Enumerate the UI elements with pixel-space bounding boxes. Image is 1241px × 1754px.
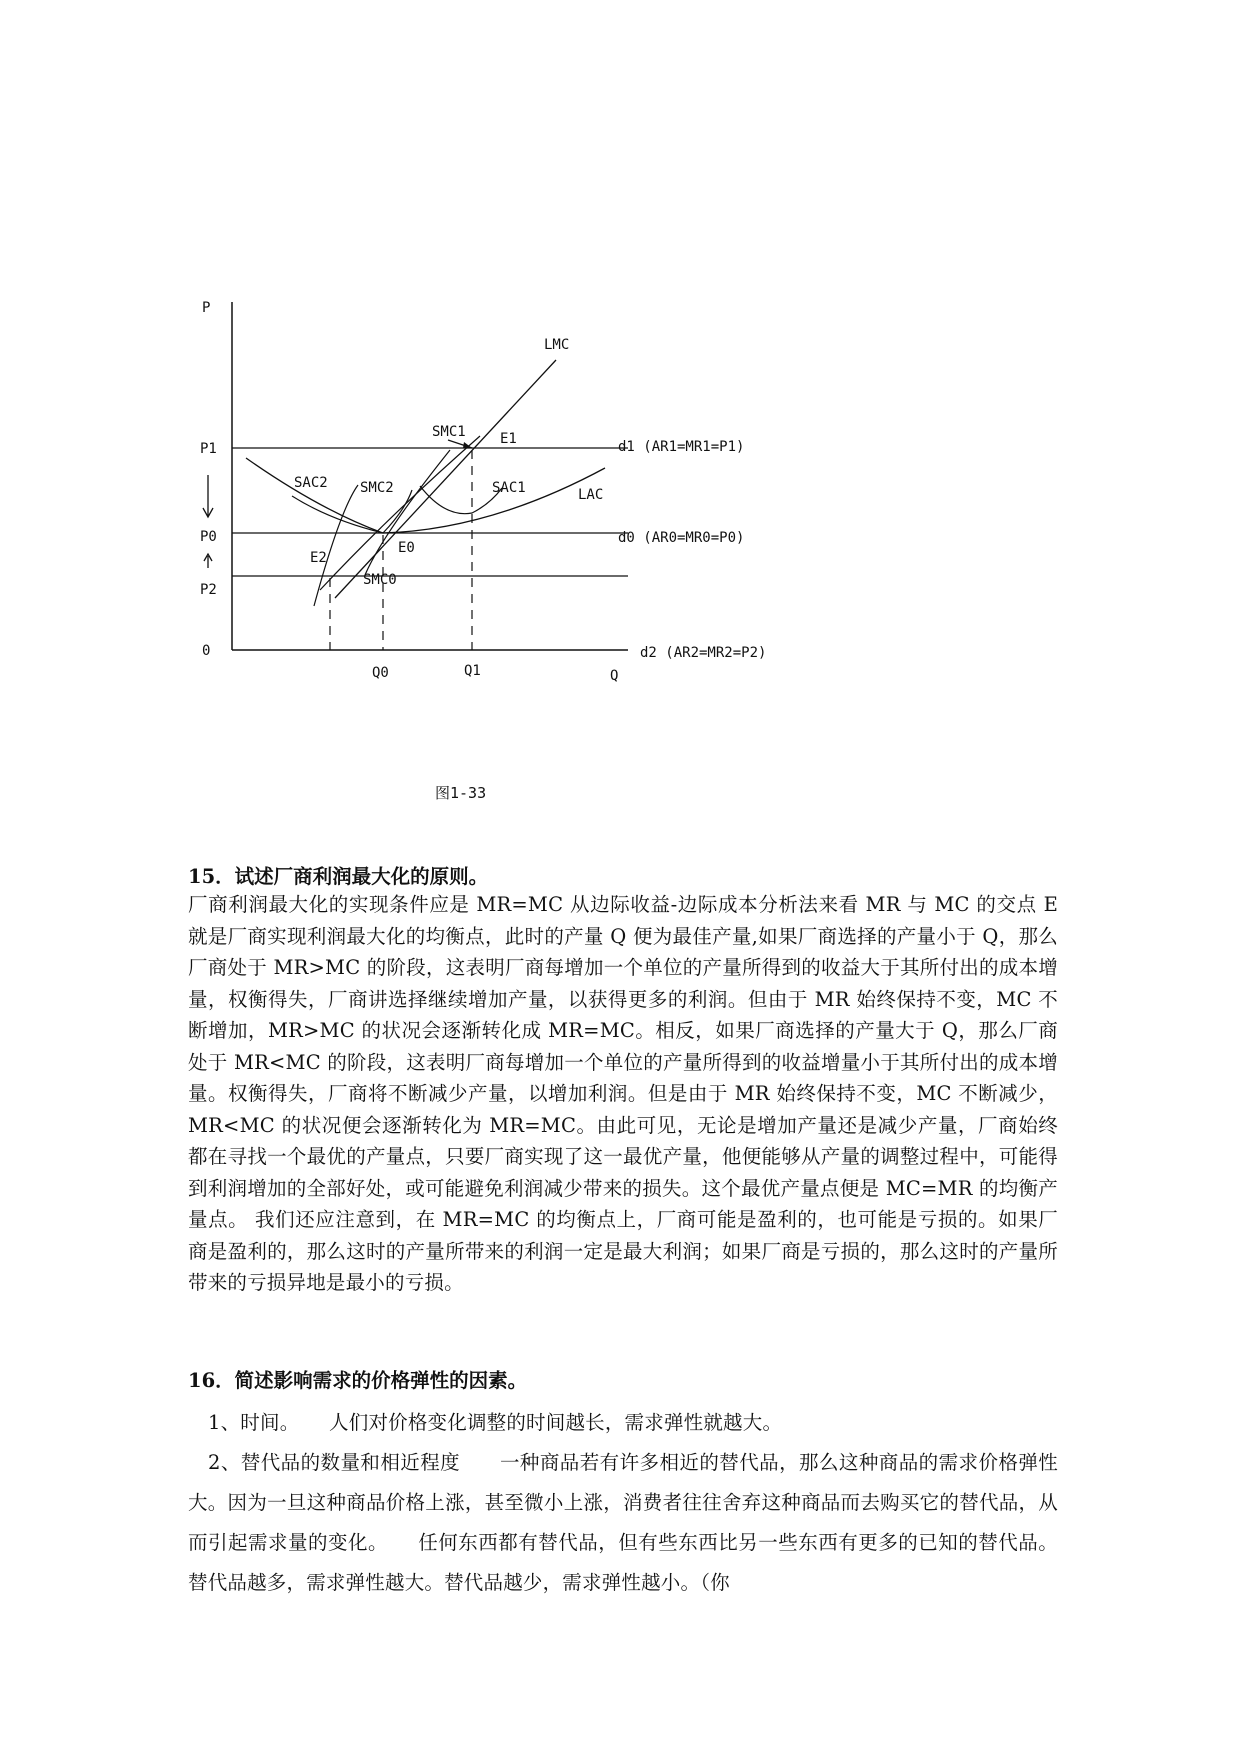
d0-label: d0 (AR0=MR0=P0): [618, 530, 745, 546]
section-15: [188, 861, 1058, 1299]
q0-label: Q0: [372, 665, 389, 681]
e0-label: E0: [398, 540, 415, 556]
cost-curves-figure: [200, 300, 820, 700]
p2-label: P2: [200, 582, 217, 598]
figure-caption: 图1-33: [435, 784, 487, 802]
section-16-body: [188, 1403, 1058, 1603]
p0-label: P0: [200, 529, 217, 545]
q1-label: Q1: [464, 663, 481, 679]
sac2-label: SAC2: [294, 475, 328, 491]
sac1-curve: [420, 486, 502, 514]
origin-label: 0: [202, 643, 211, 659]
p1-label: P1: [200, 441, 217, 457]
smc0-curve: [365, 450, 450, 575]
smc2-label: SMC2: [360, 480, 394, 496]
e2-label: E2: [310, 550, 327, 566]
smc0-label: SMC0: [363, 572, 397, 588]
sac1-label: SAC1: [492, 480, 526, 496]
d1-label: d1 (AR1=MR1=P1): [618, 439, 745, 455]
section-16-item-1: 1、时间。 人们对价格变化调整的时间越长，需求弹性就越大。: [208, 1411, 783, 1434]
d2-label: d2 (AR2=MR2=P2): [640, 645, 767, 661]
section-15-body: 厂商利润最大化的实现条件应是 MR=MC 从边际收益-边际成本分析法来看 MR 与 MC 的交点 E 就是厂商实现利润最大化的均衡点，此时的产量 Q 便为最佳产量,如果厂商选择的产量小于 Q，那么厂商处于 MR>MC 的阶段，这表明厂商每增加一个单位的产量所得到的收益大于其所付出的成本增量，权衡得失，厂商讲选择继续增加产量，以获得更多的利润。但由于 MR 始终保持不变，MC 不断增加，MR>MC 的状况会逐渐转化成 MR=MC。相反，如果厂商选择的产量大于 Q，那么厂商处于 MR<MC 的阶段，这表明厂商每增加一个单位的产量所得到的收益增量小于其所付出的成本增量。权衡得失，厂商将不断减少产量，以增加利润。但是由于 MR 始终保持不变，MC 不断减少，MR<MC 的状况便会逐渐转化为 MR=MC。由此可见，无论是增加产量还是减少产量，厂商始终都在寻找一个最优的产量点，只要厂商实现了这一最优产量，他便能够从产量的调整过程中，可能得到利润增加的全部好处，或可能避免利润减少带来的损失。这个最优产量点便是 MC=MR 的均衡产量点。 我们还应注意到，在 MR=MC 的均衡点上，厂商可能是盈利的，也可能是亏损的。如果厂商是盈利的，那么这时的产量所带来的利润一定是最大利润；如果厂商是亏损的，那么这时的产量所带来的亏损异地是最小的亏损。: [188, 893, 1058, 1294]
smc2-curve: [314, 485, 358, 606]
e1-label: E1: [500, 431, 517, 447]
lac-curve: [246, 458, 605, 533]
sac2-curve: [292, 490, 412, 533]
smc1-label: SMC1: [432, 424, 466, 440]
section-15-heading: 15．试述厂商利润最大化的原则。: [188, 865, 489, 888]
lmc-curve: [335, 360, 556, 598]
p-axis-label: P: [202, 300, 211, 316]
lac-label: LAC: [578, 487, 604, 503]
lmc-label: LMC: [544, 337, 570, 353]
section-16-heading: 16．简述影响需求的价格弹性的因素。: [188, 1369, 528, 1392]
section-16: [188, 1365, 1058, 1603]
q-axis-label: Q: [610, 668, 619, 684]
section-16-item-2: 2、替代品的数量和相近程度 一种商品若有许多相近的替代品，那么这种商品的需求价格弹性大。因为一旦这种商品价格上涨，甚至微小上涨，消费者往往舍弃这种商品而去购买它的替代品，从而引起需求量的变化。 任何东西都有替代品，但有些东西比另一些东西有更多的已知的替代品。替代品越多，需求弹性越大。替代品越少，需求弹性越小。（你: [188, 1451, 1058, 1594]
